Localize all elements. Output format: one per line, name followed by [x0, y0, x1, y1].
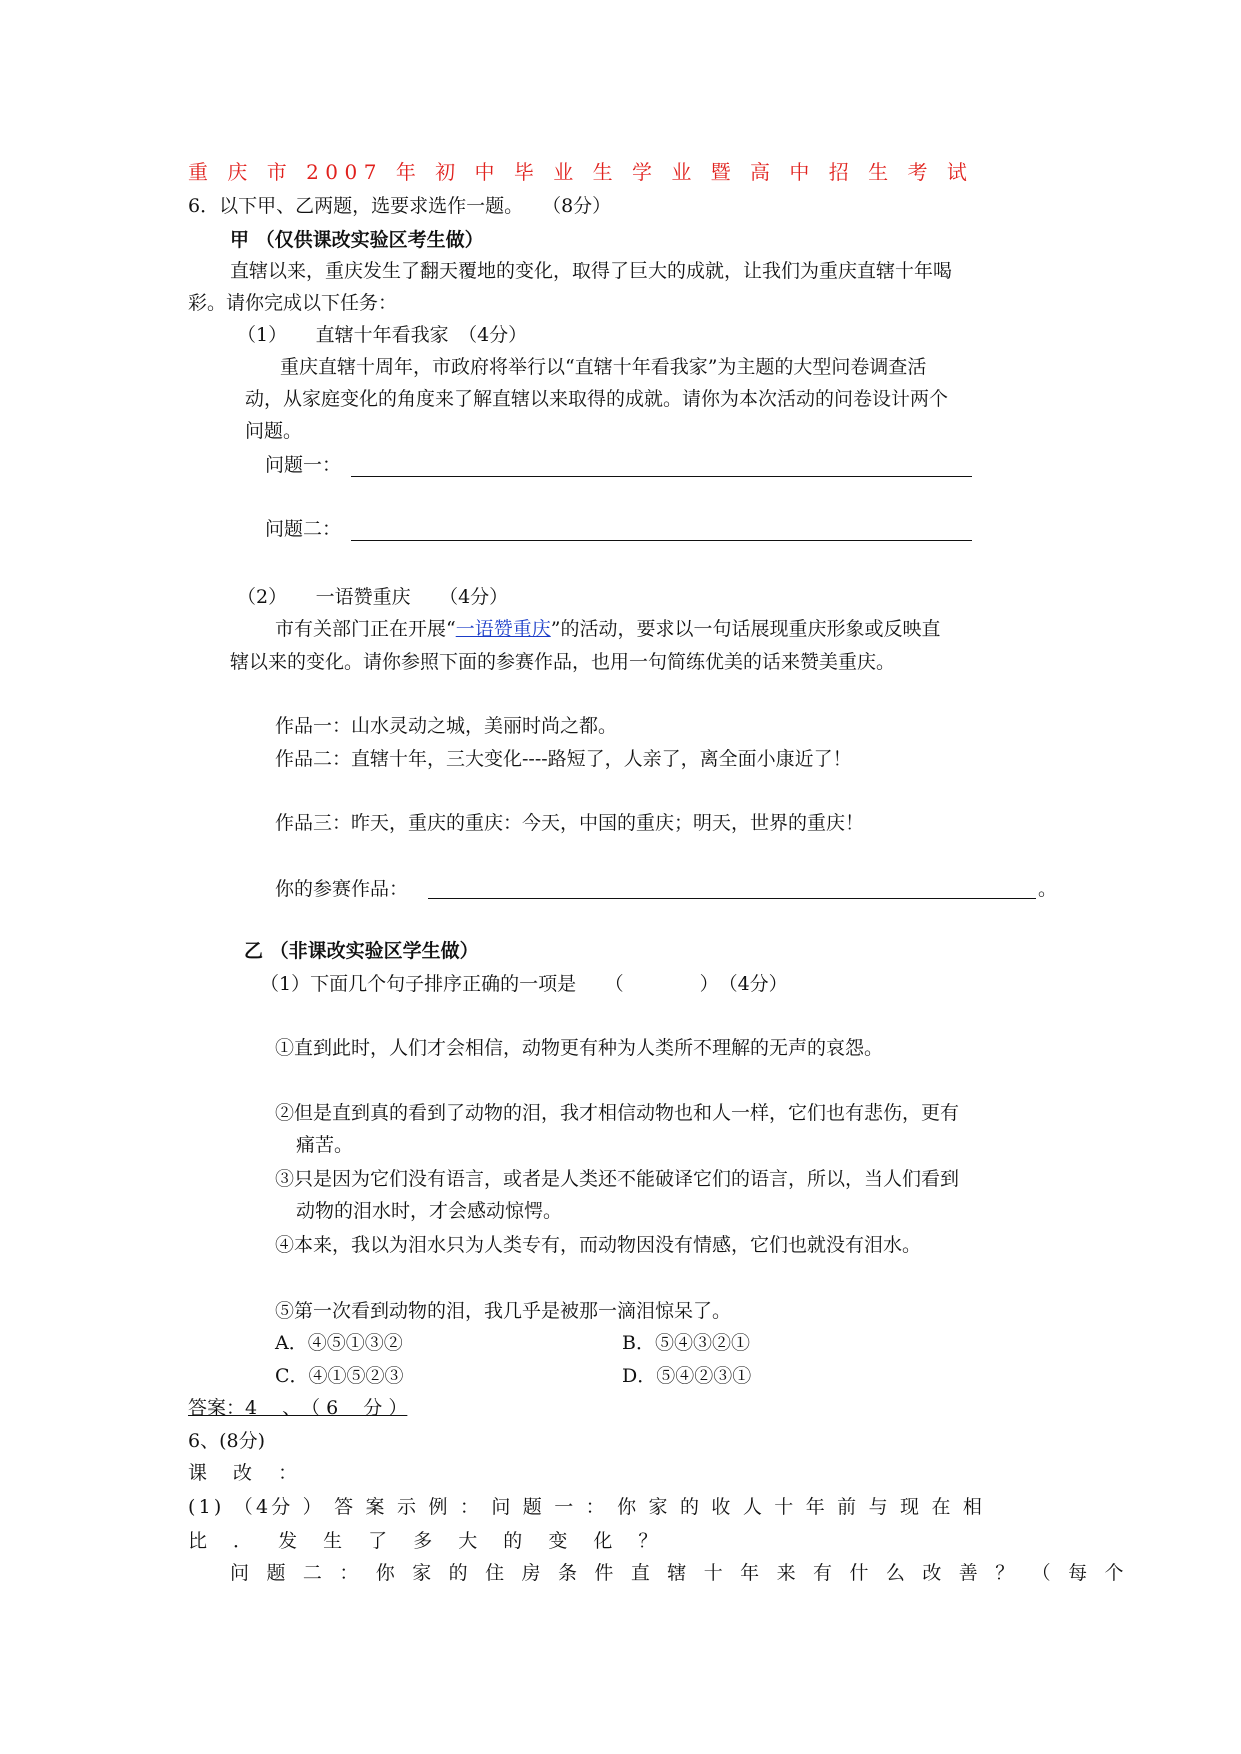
entry-work-1: 作品一：山水灵动之城，美丽时尚之都。: [275, 715, 618, 737]
answer-header: [188, 1395, 407, 1421]
answer-line: 课 改 ：: [188, 1462, 308, 1484]
exam-title: 重 庆 市 2007 年 初 中 毕 业 生 学 业 暨 高 中 招 生 考 试: [188, 160, 974, 184]
task-2-text-post: ”的活动，要求以一句话展现重庆形象或反映直: [550, 618, 941, 640]
answer-line: 比 ． 发 生 了 多 大 的 变 化 ？: [188, 1530, 668, 1552]
task-2-text-line: 辖以来的变化。请你参照下面的参赛作品，也用一句简练优美的话来赞美重庆。: [230, 651, 896, 673]
option-a[interactable]: A．④⑤①③②: [275, 1332, 403, 1354]
task-1-text-line: 问题。: [245, 420, 303, 442]
your-work-label: 你的参赛作品：: [275, 878, 409, 900]
question-one-label: 问题一：: [265, 454, 342, 476]
option-d[interactable]: D．⑤④②③①: [622, 1365, 752, 1387]
answer-line: 问 题 二 ： 你 家 的 住 房 条 件 直 辖 十 年 来 有 什 么 改 善 ？ （ 每 个: [230, 1562, 1130, 1584]
entry-work-2: 作品二：直辖十年，三大变化----路短了，人亲了，离全面小康近了！: [275, 748, 852, 770]
task-1-text-line: 动，从家庭变化的角度来了解直辖以来取得的成就。请你为本次活动的问卷设计两个: [245, 388, 949, 410]
task-2-text-line: [275, 616, 940, 642]
answer-label-rest: 4 、 （ 6 分 ）: [245, 1397, 408, 1419]
option-c[interactable]: C．④①⑤②③: [275, 1365, 404, 1387]
task-1-text-line: 重庆直辖十周年，市政府将举行以“直辖十年看我家”为主题的大型问卷调查活: [280, 356, 927, 378]
ordering-question: （1）下面几个句子排序正确的一项是 （ ） （4分）: [260, 973, 788, 995]
sentence-5: ⑤第一次看到动物的泪，我几乎是被那一滴泪惊呆了。: [275, 1300, 732, 1322]
option-b[interactable]: B．⑤④③②①: [622, 1332, 750, 1354]
sentence-2-line: ②但是直到真的看到了动物的泪，我才相信动物也和人一样，它们也有悲伤，更有: [275, 1102, 960, 1124]
sentence-4: ④本来，我以为泪水只为人类专有，而动物因没有情感，它们也就没有泪水。: [275, 1234, 922, 1256]
question-two-label: 问题二：: [265, 518, 342, 540]
sentence-2-line: 痛苦。: [296, 1134, 354, 1156]
question-one-answer-line[interactable]: [351, 476, 972, 477]
task-2-label: （2） 一语赞重庆 （4分）: [237, 586, 509, 608]
entry-work-3: 作品三：昨天，重庆的重庆：今天，中国的重庆；明天，世界的重庆！: [275, 812, 865, 834]
task-1-label: （1） 直辖十年看我家 （4分）: [237, 324, 528, 346]
activity-link[interactable]: 一语赞重庆: [455, 618, 551, 640]
answer-line: (1) （4分 ） 答 案 示 例 ： 问 题 一 ： 你 家 的 收 人 十 年 前 与 现 在 相: [188, 1496, 986, 1518]
section-jia-heading: 甲 （仅供课改实验区考生做）: [230, 229, 484, 251]
your-work-end-mark: 。: [1038, 878, 1058, 900]
answer-label: 答案：: [188, 1397, 246, 1419]
question-6-intro: 6．以下甲、乙两题，选要求选作一题。 （8分）: [188, 195, 612, 217]
sentence-3-line: ③只是因为它们没有语言，或者是人类还不能破译它们的语言，所以，当人们看到: [275, 1168, 960, 1190]
jia-paragraph-line: 直辖以来，重庆发生了翻天覆地的变化，取得了巨大的成就，让我们为重庆直辖十年喝: [230, 260, 953, 282]
jia-paragraph-line: 彩。请你完成以下任务：: [188, 292, 398, 314]
question-two-answer-line[interactable]: [351, 540, 972, 541]
your-work-answer-line[interactable]: [428, 898, 1036, 899]
answer-line: 6、(8分): [188, 1430, 266, 1452]
task-2-text-pre: 市有关部门正在开展“: [275, 618, 456, 640]
sentence-1: ①直到此时，人们才会相信，动物更有种为人类所不理解的无声的哀怨。: [275, 1037, 884, 1059]
sentence-3-line: 动物的泪水时，才会感动惊愕。: [296, 1200, 563, 1222]
section-yi-heading: 乙 （非课改实验区学生做）: [244, 940, 479, 962]
